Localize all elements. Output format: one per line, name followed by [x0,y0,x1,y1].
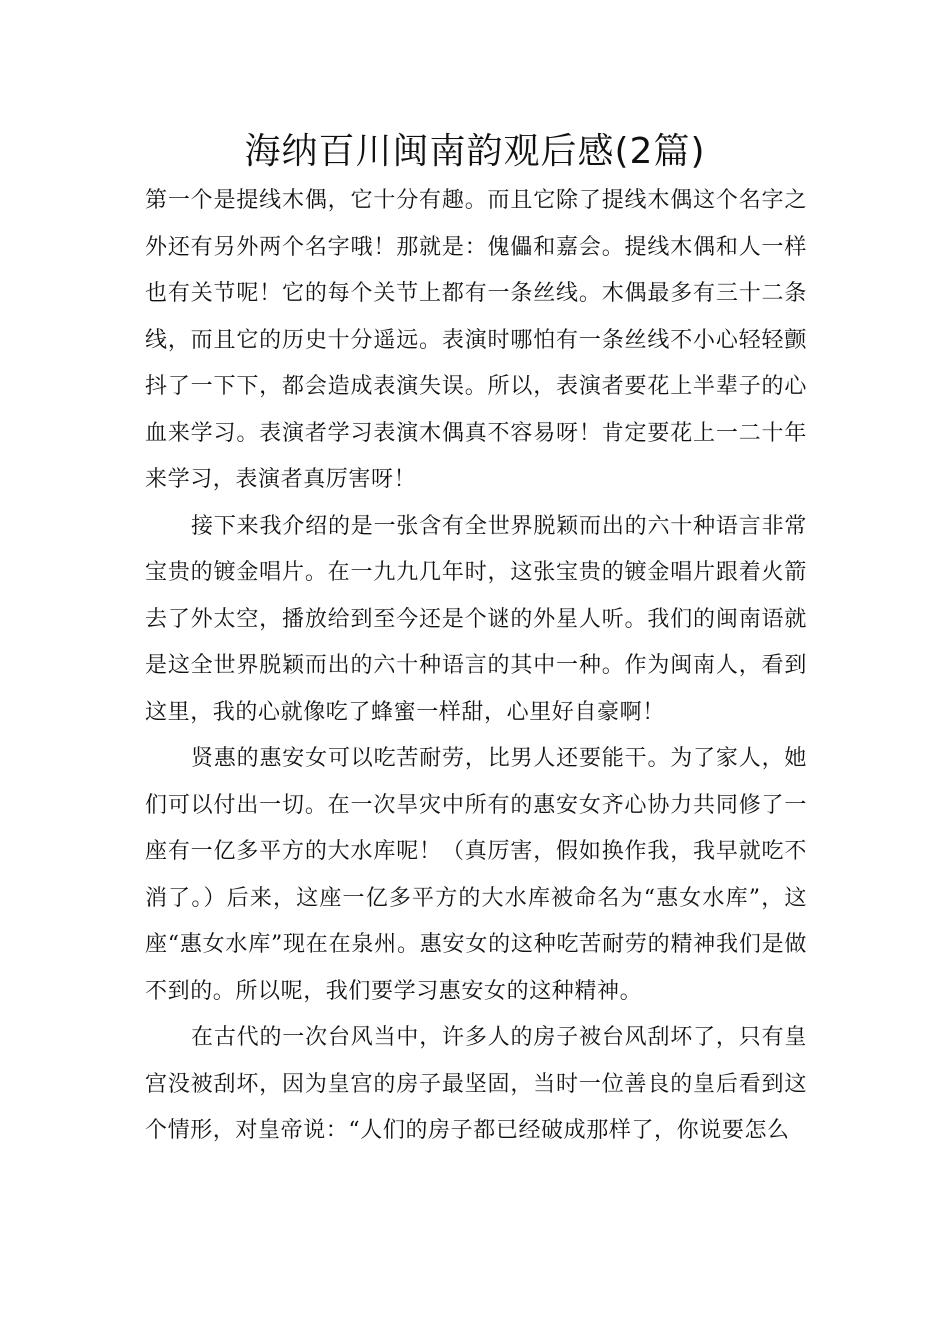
document-title: 海纳百川闽南韵观后感(2篇) [244,131,706,172]
paragraph-typhoon: 在古代的一次台风当中，许多人的房子被台风刮坏了，只有皇宫没被刮坏，因为皇宫的房子最坚固，当时一位善良的皇后看到这个情形，对皇帝说：“人们的房子都已经破成那样了，你说要怎么 [145,1025,807,1143]
paragraph-golden-record: 接下来我介绍的是一张含有全世界脱颖而出的六十种语言非常宝贵的镀金唱片。在一九九几年时，这张宝贵的镀金唱片跟着火箭去了外太空，播放给到至今还是个谜的外星人听。我们的闽南语就是这全世界脱颖而出的六十种语言的其中一种。作为闽南人，看到这里，我的心就像吃了蜂蜜一样甜，心里好自豪啊！ [145,513,807,725]
document-body [145,178,807,1155]
paragraph-huian-women: 贤惠的惠安女可以吃苦耐劳，比男人还要能干。为了家人，她们可以付出一切。在一次旱灾中所有的惠安女齐心协力共同修了一座有一亿多平方的大水库呢！（真厉害，假如换作我，我早就吃不消了。）后来，这座一亿多平方的大水库被命名为“惠女水库”，这座“惠女水库”现在在泉州。惠安女的这种吃苦耐劳的精神我们是做不到的。所以呢，我们要学习惠安女的这种精神。 [145,746,807,1004]
paragraph-puppet: 第一个是提线木偶，它十分有趣。而且它除了提线木偶这个名字之外还有另外两个名字哦！那就是：傀儡和嘉会。提线木偶和人一样也有关节呢！它的每个关节上都有一条丝线。木偶最多有三十二条线，而且它的历史十分遥远。表演时哪怕有一条丝线不小心轻轻颤抖了一下下，都会造成表演失误。所以，表演者要花上半辈子的心血来学习。表演者学习表演木偶真不容易呀！肯定要花上一二十年来学习，表演者真厉害呀！ [145,188,807,492]
